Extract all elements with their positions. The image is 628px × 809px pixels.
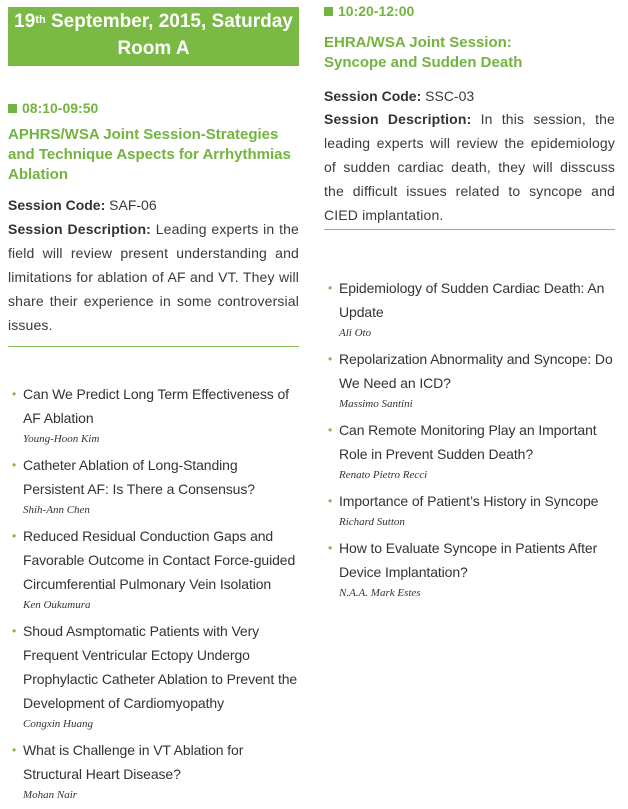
talk-speaker: Renato Pietro Recci [339,469,428,481]
talk-speaker: N.A.A. Mark Estes [339,587,421,599]
session-description-text: In this session, the leading experts will review the epidemiology of sudden cardiac death, they will disscuss the difficult issues related to syncope and CIED implantation. [324,111,615,223]
session-time-label: 10:20-12:00 [338,3,415,19]
square-bullet-icon [8,104,17,113]
left-column [8,7,299,809]
session-code [8,195,299,215]
right-column [324,0,615,607]
session-description [8,217,299,337]
session-code-label: Session Code: [324,88,422,104]
list-item [8,453,299,518]
dot-bullet-icon: • [328,423,333,437]
talk-title: What is Challenge in VT Ablation for Structural Heart Disease? [23,742,244,782]
talk-title: How to Evaluate Syncope in Patients After Device Implantation? [339,540,598,580]
session-description [324,107,615,227]
talk-title: Repolarization Abnormality and Syncope: Do We Need an ICD? [339,351,613,391]
date-ordinal: th [35,14,46,26]
list-item [8,738,299,803]
talk-list [324,276,615,601]
dot-bullet-icon: • [12,743,17,757]
session-code-label: Session Code: [8,197,106,213]
talk-title: Can We Predict Long Term Effectiveness of AF Ablation [23,386,289,426]
talk-title: Shoud Asmptomatic Patients with Very Frequent Ventricular Ectopy Undergo Prophylactic Catheter Ablation to Prevent the Development of Cardiomyopathy [23,623,298,711]
list-item [324,276,615,341]
list-item [8,382,299,447]
list-item [8,619,299,732]
talk-title: Can Remote Monitoring Play an Important Role in Prevent Sudden Death? [339,422,597,462]
session-code [324,86,615,106]
talk-speaker: Congxin Huang [23,718,93,730]
talk-list [8,382,299,803]
talk-speaker: Shih-Ann Chen [23,504,90,516]
talk-speaker: Young-Hoon Kim [23,433,100,445]
session-time-label: 08:10-09:50 [22,100,99,116]
date-banner [8,7,299,66]
dot-bullet-icon: • [328,281,333,295]
session-code-value: SSC-03 [425,88,475,104]
dot-bullet-icon: • [328,494,333,508]
square-bullet-icon [324,7,333,16]
date-day: 19 [14,11,36,32]
section-divider [8,346,299,347]
dot-bullet-icon: • [12,387,17,401]
session-description-text: Leading experts in the field will review present understanding and limitations for ablation of AF and VT. They will share their experience in some controversial issues. [8,221,299,333]
list-item [324,418,615,483]
date-line [12,8,295,35]
session-title-line: Syncope and Sudden Death [324,54,523,71]
talk-speaker: Massimo Santini [339,398,413,410]
session-time [8,100,299,116]
dot-bullet-icon: • [328,541,333,555]
session-description-label: Session Description: [324,111,472,127]
talk-speaker: Ken Oukumura [23,599,91,611]
date-rest: September, 2015, Saturday [50,11,293,32]
session-time [324,3,615,19]
dot-bullet-icon: • [12,458,17,472]
talk-speaker: Ali Oto [339,327,372,339]
dot-bullet-icon: • [12,624,17,638]
section-divider [324,229,615,230]
list-item [8,524,299,613]
session-title: APHRS/WSA Joint Session-Strategies and Technique Aspects for Arrhythmias Ablation [8,126,291,183]
dot-bullet-icon: • [328,352,333,366]
session-title [324,33,615,73]
talk-title: Catheter Ablation of Long-Standing Persistent AF: Is There a Consensus? [23,457,255,497]
session-code-value: SAF-06 [109,197,157,213]
talk-title: Epidemiology of Sudden Cardiac Death: An Update [339,280,605,320]
talk-speaker: Richard Sutton [339,516,405,528]
talk-speaker: Mohan Nair [23,789,78,801]
dot-bullet-icon: • [12,529,17,543]
list-item [324,489,615,530]
session-title-line: EHRA/WSA Joint Session: [324,34,512,51]
session-description-label: Session Description: [8,221,151,237]
list-item [324,347,615,412]
talk-title: Reduced Residual Conduction Gaps and Favorable Outcome in Contact Force-guided Circumferential Pulmonary Vein Isolation [23,528,296,592]
talk-title: Importance of Patient’s History in Syncope [339,493,599,509]
list-item [324,536,615,601]
room-label: Room A [117,38,190,59]
